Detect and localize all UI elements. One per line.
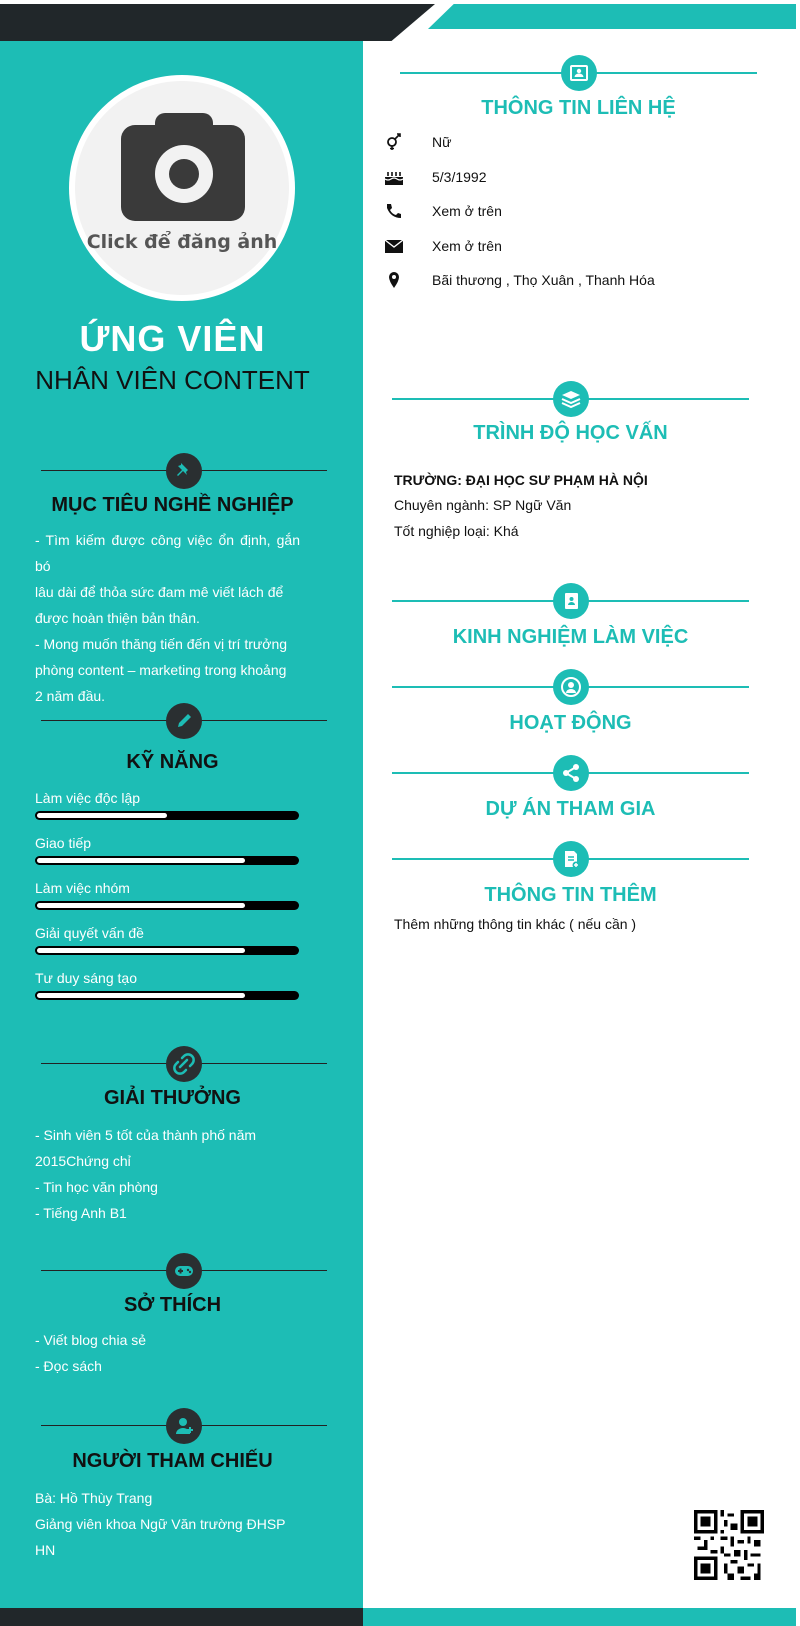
skill-bar-fill bbox=[37, 948, 245, 953]
reference-title: NGƯỜI THAM CHIẾU bbox=[72, 1450, 273, 1472]
candidate-name: ỨNG VIÊN bbox=[79, 318, 266, 359]
experience-title: KINH NGHIỆM LÀM VIỆC bbox=[452, 626, 689, 648]
skill-label: Giải quyết vấn đề bbox=[35, 925, 144, 941]
photo-upload-label: Click để đăng ảnh bbox=[86, 231, 278, 253]
skill-label: Làm việc độc lập bbox=[35, 790, 141, 806]
education-grade: Tốt nghiệp loại: Khá bbox=[394, 523, 519, 539]
gender-icon bbox=[383, 133, 407, 151]
award-line: - Sinh viên 5 tốt của thành phố năm bbox=[35, 1127, 257, 1143]
pencil-icon bbox=[166, 703, 202, 739]
contact-value: Nữ bbox=[432, 134, 452, 150]
add-document-icon bbox=[553, 841, 589, 877]
skill-bar bbox=[35, 901, 299, 910]
add-user-icon bbox=[166, 1408, 202, 1444]
more-info-text: Thêm những thông tin khác ( nếu cần ) bbox=[394, 916, 637, 932]
awards-title: GIẢI THƯỞNG bbox=[104, 1087, 241, 1109]
qr-code-icon bbox=[694, 1510, 764, 1580]
award-line: 2015Chứng chỉ bbox=[35, 1153, 131, 1169]
skill-bar-fill bbox=[37, 903, 245, 908]
link-icon bbox=[166, 1046, 202, 1082]
phone-icon bbox=[383, 202, 407, 220]
reference-text bbox=[35, 1485, 300, 1563]
projects-title: DỰ ÁN THAM GIA bbox=[485, 798, 656, 820]
pin-icon bbox=[166, 453, 202, 489]
contact-value: Bãi thương , Thọ Xuân , Thanh Hóa bbox=[432, 272, 655, 288]
objective-line: 2 năm đầu. bbox=[35, 688, 106, 704]
reference-line: HN bbox=[35, 1542, 56, 1558]
skill-bar bbox=[35, 991, 299, 1000]
bottom-bar-teal bbox=[363, 1608, 796, 1626]
objective-line: phòng content – marketing trong khoảng bbox=[35, 662, 287, 678]
contact-value: Xem ở trên bbox=[432, 203, 502, 219]
reference-line: Giảng viên khoa Ngữ Văn trường ĐHSP bbox=[35, 1516, 286, 1532]
skill-bar-fill bbox=[37, 993, 245, 998]
skills-title: KỸ NĂNG bbox=[126, 751, 219, 773]
contact-value: Xem ở trên bbox=[432, 237, 502, 254]
activities-title: HOẠT ĐỘNG bbox=[509, 712, 632, 734]
skill-label: Tư duy sáng tạo bbox=[35, 970, 137, 986]
share-icon bbox=[553, 755, 589, 791]
objective-text bbox=[35, 527, 300, 709]
top-bar-dark bbox=[0, 4, 435, 41]
award-line: - Tiếng Anh B1 bbox=[35, 1205, 127, 1221]
skill-bar bbox=[35, 946, 299, 955]
reference-line: Bà: Hồ Thùy Trang bbox=[35, 1490, 153, 1506]
contact-title: THÔNG TIN LIÊN HỆ bbox=[481, 97, 676, 119]
objective-title: MỤC TIÊU NGHỀ NGHIỆP bbox=[51, 494, 294, 516]
awards-text bbox=[35, 1122, 300, 1226]
contact-card-icon bbox=[561, 55, 597, 91]
skill-bar-fill bbox=[37, 813, 167, 818]
skill-label: Làm việc nhóm bbox=[35, 880, 130, 896]
gamepad-icon bbox=[166, 1253, 202, 1289]
award-line: - Tin học văn phòng bbox=[35, 1179, 158, 1195]
objective-line: - Mong muốn thăng tiến đến vị trí trưởng bbox=[35, 636, 288, 652]
objective-line: được hoàn thiện bản thân. bbox=[35, 610, 200, 626]
education-school: TRƯỜNG: ĐẠI HỌC SƯ PHẠM HÀ NỘI bbox=[394, 472, 648, 488]
candidate-position: NHÂN VIÊN CONTENT bbox=[35, 365, 310, 395]
birthday-cake-icon bbox=[383, 168, 407, 186]
layers-icon bbox=[553, 381, 589, 417]
hobby-line: - Đọc sách bbox=[35, 1358, 102, 1374]
users-icon bbox=[553, 669, 589, 705]
objective-line: - Tìm kiếm được công việc ổn định, gắn bó bbox=[35, 532, 300, 574]
contact-value: 5/3/1992 bbox=[432, 168, 487, 185]
skill-bar bbox=[35, 856, 299, 865]
hobby-line: - Viết blog chia sẻ bbox=[35, 1332, 147, 1348]
education-title: TRÌNH ĐỘ HỌC VẤN bbox=[473, 422, 668, 444]
map-pin-icon bbox=[383, 271, 407, 289]
more-info-title: THÔNG TIN THÊM bbox=[484, 884, 657, 906]
objective-line: lâu dài để thỏa sức đam mê viết lách để bbox=[35, 584, 284, 600]
photo-upload[interactable] bbox=[69, 75, 295, 301]
skill-bar bbox=[35, 811, 299, 820]
skill-label: Giao tiếp bbox=[35, 835, 92, 851]
email-icon bbox=[383, 237, 407, 255]
contact-book-icon bbox=[553, 583, 589, 619]
hobbies-text bbox=[35, 1327, 300, 1379]
education-major: Chuyên ngành: SP Ngữ Văn bbox=[394, 497, 572, 513]
hobbies-title: SỞ THÍCH bbox=[123, 1294, 222, 1316]
top-bar-teal bbox=[428, 4, 796, 29]
skill-bar-fill bbox=[37, 858, 245, 863]
bottom-bar-dark bbox=[0, 1608, 363, 1626]
